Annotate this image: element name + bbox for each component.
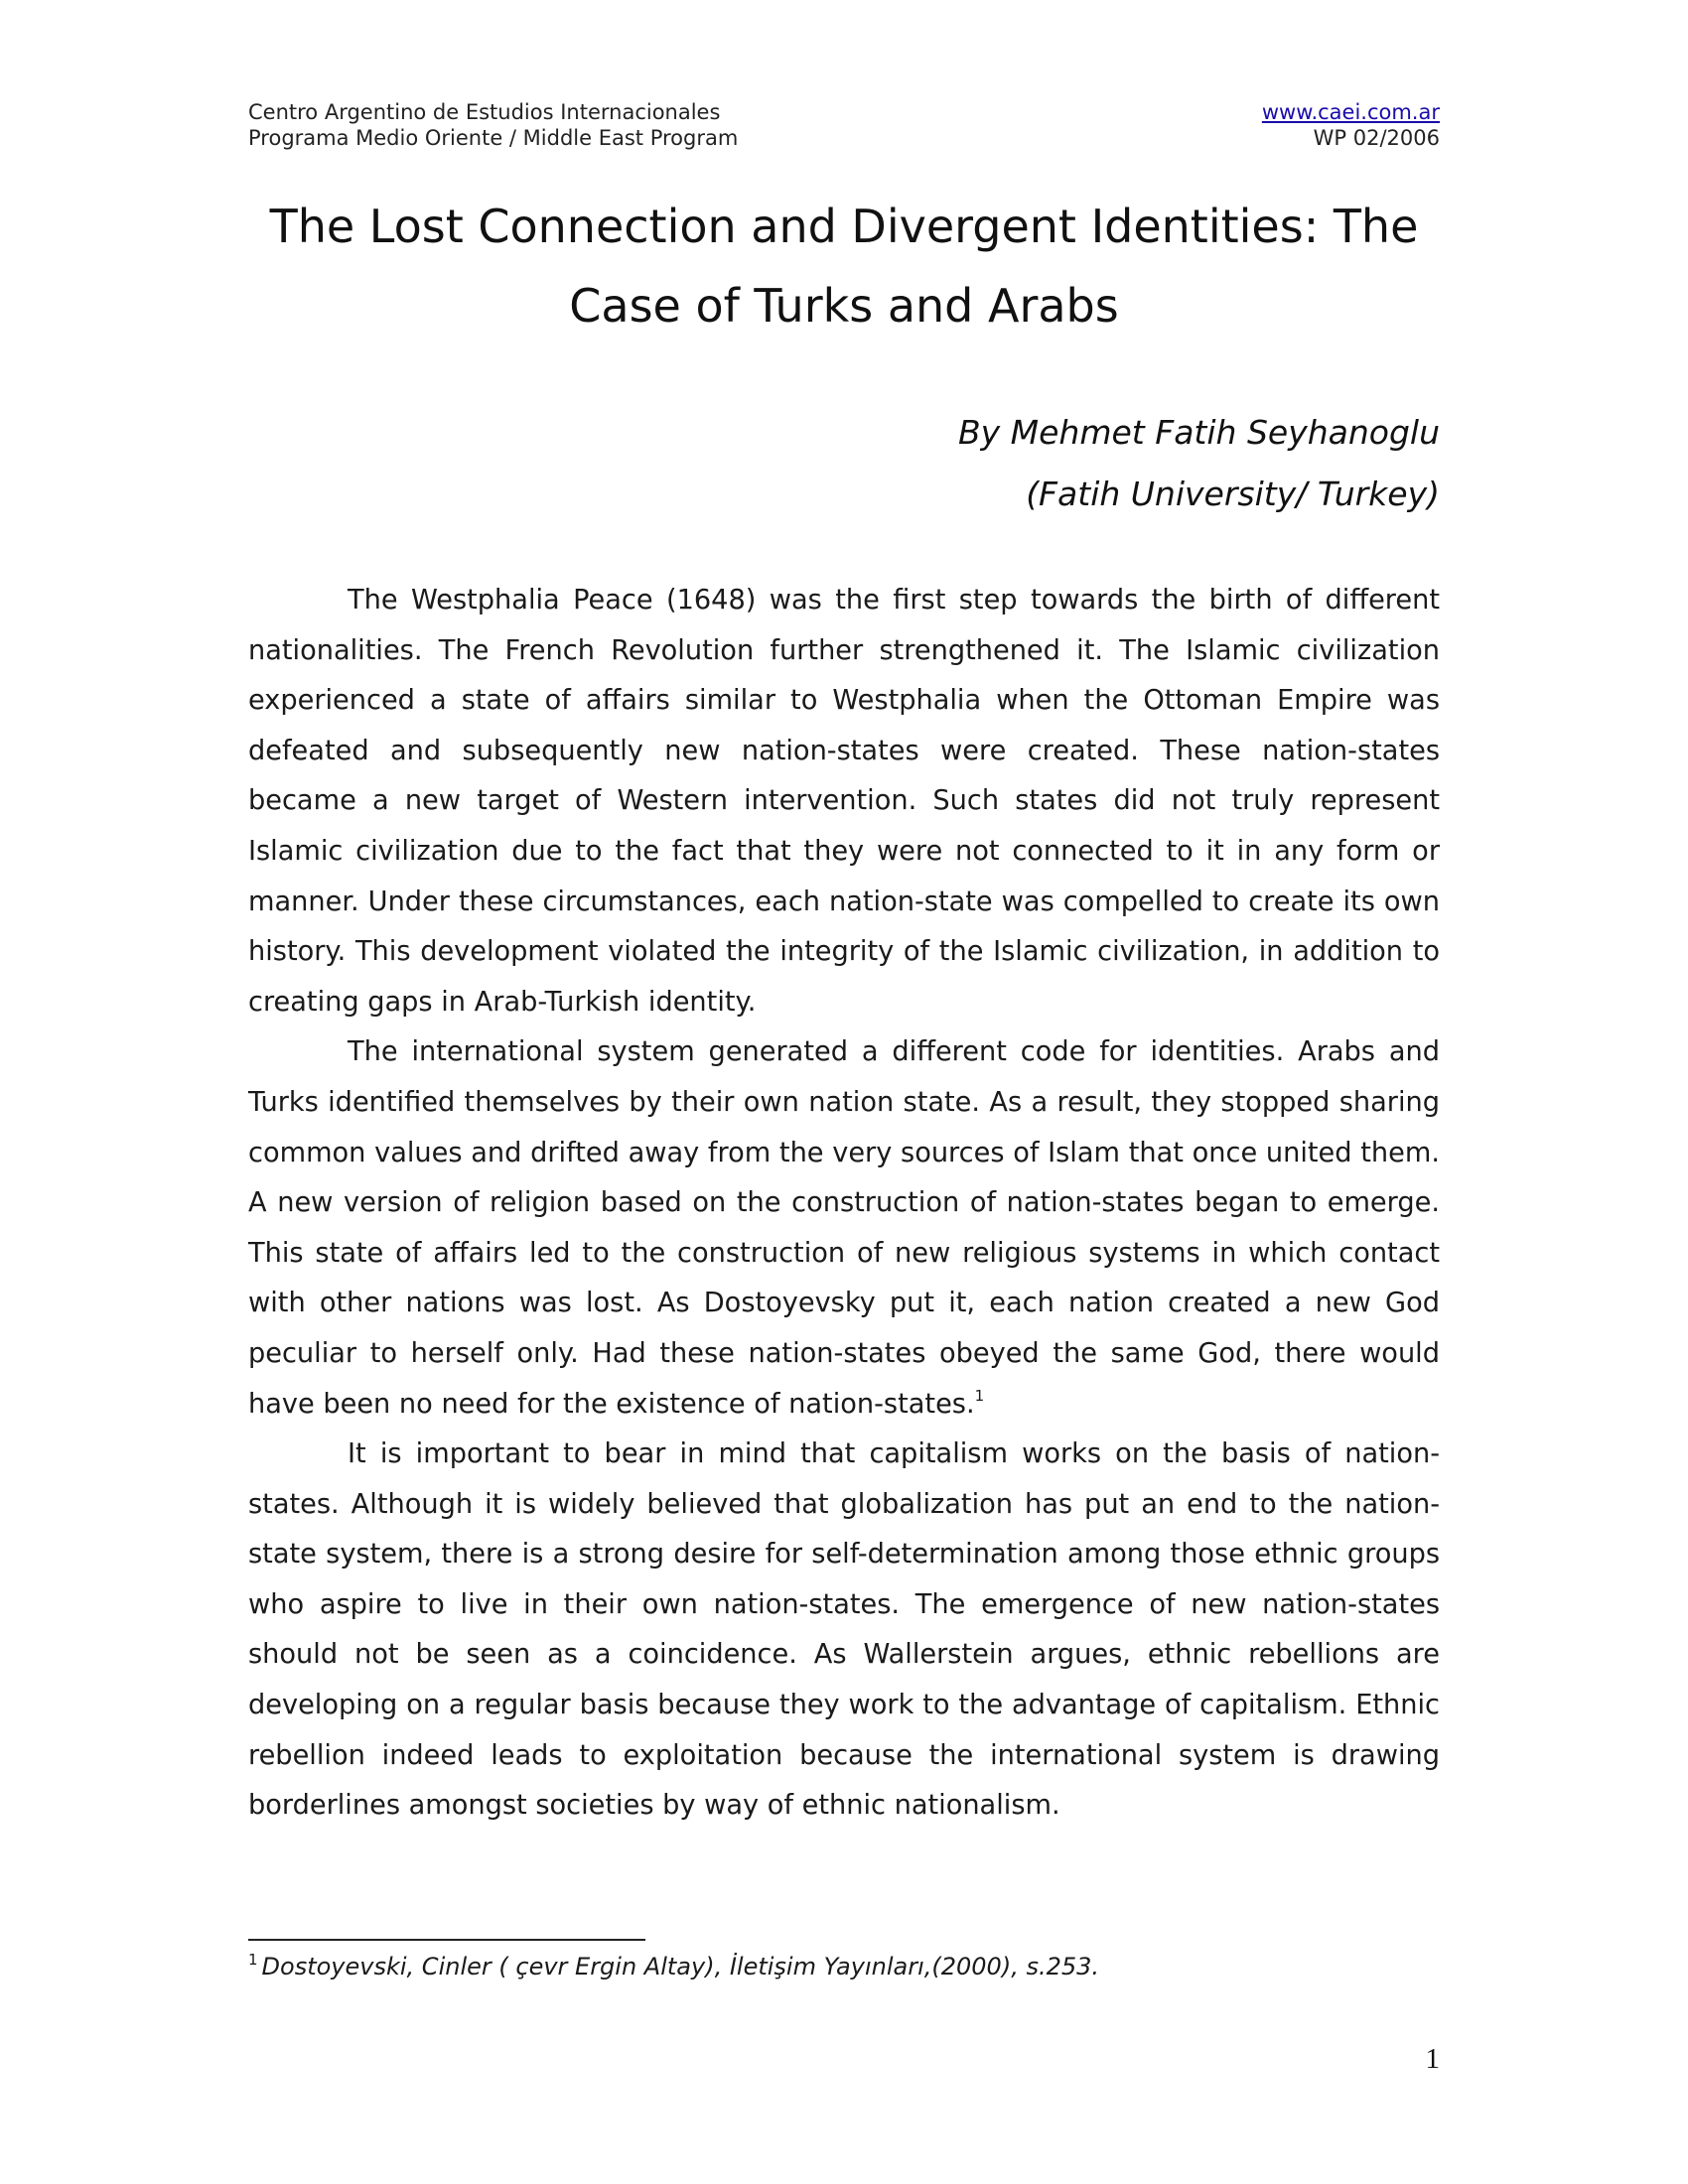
paragraph-2	[248, 1027, 1440, 1430]
page-header	[248, 99, 1440, 151]
paragraph-2-text: The international system generated a different code for identities. Arabs and Turks identified themselves by their own nation state. As a result, they stopped sharing common values and drifted away from the very sources of Islam that once united them. A new version of religion based on the construction of nation-states began to emerge. This state of affairs led to the construction of new religious systems in which contact with other nations was lost. As Dostoyevsky put it, each nation created a new God peculiar to herself only. Had these nation-states obeyed the same God, there would have been no need for the existence of nation-states.	[248, 1036, 1440, 1420]
website-link[interactable]: www.caei.com.ar	[1261, 100, 1440, 124]
institution-name: Centro Argentino de Estudios Internacionales	[248, 100, 721, 124]
program-name: Programa Medio Oriente / Middle East Program	[248, 126, 739, 150]
paper-id: WP 02/2006	[1313, 126, 1440, 150]
footnote-divider	[248, 1939, 645, 1941]
body-text	[248, 576, 1440, 1832]
footnote-reference[interactable]: 1	[974, 1386, 985, 1405]
document-title: The Lost Connection and Divergent Identities: The Case of Turks and Arabs	[269, 200, 1419, 333]
footnote-text: Dostoyevski, Cinler ( çevr Ergin Altay), İletişim Yayınları,(2000), s.253.	[261, 1953, 1100, 1980]
page-number: 1	[1425, 2043, 1440, 2075]
author-affiliation: (Fatih University/ Turkey)	[1026, 475, 1440, 513]
byline	[248, 402, 1440, 525]
author-name: By Mehmet Fatih Seyhanoglu	[958, 413, 1440, 452]
header-row-1	[248, 99, 1440, 125]
paragraph-3: It is important to bear in mind that capitalism works on the basis of nation-states. Although it is widely believed that globalization has put an end to the nation-state system, there is a strong desire for self-determination among those ethnic groups who aspire to live in their own nation-states. The emergence of new nation-states should not be seen as a coincidence. As Wallerstein argues, ethnic rebellions are developing on a regular basis because they work to the advantage of capitalism. Ethnic rebellion indeed leads to exploitation because the international system is drawing borderlines amongst societies by way of ethnic nationalism.	[248, 1438, 1440, 1822]
footnote-number: 1	[248, 1951, 258, 1969]
header-row-2	[248, 125, 1440, 151]
footnote	[248, 1952, 1440, 1981]
paragraph-1: The Westphalia Peace (1648) was the first step towards the birth of different nationalities. The French Revolution further strengthened it. The Islamic civilization experienced a state of affairs similar to Westphalia when the Ottoman Empire was defeated and subsequently new nation-states were created. These nation-states became a new target of Western intervention. Such states did not truly represent Islamic civilization due to the fact that they were not connected to it in any form or manner. Under these circumstances, each nation-state was compelled to create its own history. This development violated the integrity of the Islamic civilization, in addition to creating gaps in Arab-Turkish identity.	[248, 585, 1440, 1018]
